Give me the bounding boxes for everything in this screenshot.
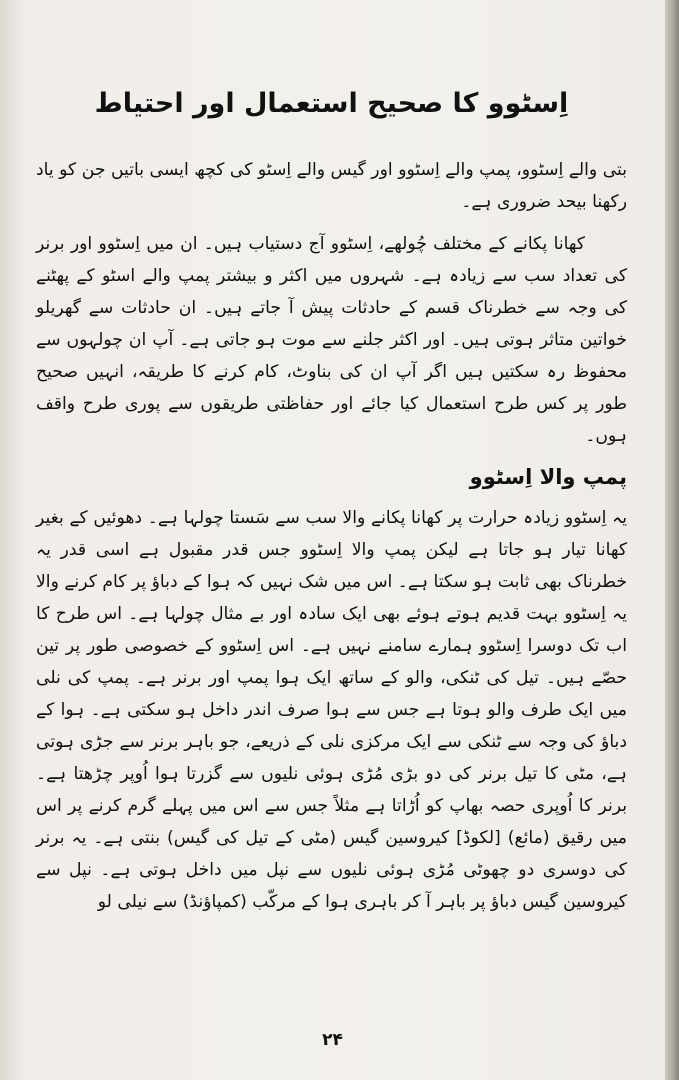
paragraph-stoves-overview: کھانا پکانے کے مختلف چُولھے، اِسٹوو آج دستیاب ہیں۔ ان میں اِسٹوو اور برنر کی تعداد سب سے زیادہ ہے۔ شہروں میں اکثر و بیشتر پمپ والے اسٹو کے پھٹنے کی وجہ سے خطرناک قسم کے حادثات پیش آ جاتے ہیں۔ ان حادثات سے گھریلو خواتین متاثر ہوتی ہیں۔ اور اکثر جلنے سے موت ہو جاتی ہے۔ آپ ان چولہوں سے محفوظ رہ سکتیں ہیں اگر آپ ان کی بناوٹ، کام کرنے کا طریقہ، انہیں صحیح طور پر کس طرح استعمال کیا جائے اور حفاظتی طریقوں سے پوری طرح واقف ہوں۔ xyxy=(36,234,627,446)
page-binding-edge xyxy=(665,0,679,1080)
page-title: اِسٹوو کا صحیح استعمال اور احتیاط xyxy=(94,88,569,119)
paragraph-intro: بتی والے اِسٹوو، پمپ والے اِسٹوو اور گیس والے اِسٹو کی کچھ ایسی باتیں جن کو یاد رکھنا بیحد ضروری ہے۔ xyxy=(36,160,627,212)
paragraph-pump-stove: یہ اِسٹوو زیادہ حرارت پر کھانا پکانے والا سب سے سَستا چولہا ہے۔ دھوئیں کے بغیر کھانا تیار ہو جاتا ہے لیکن پمپ والا اِسٹوو جس قدر مقبول ہے اسی قدر یہ خطرناک بھی ثابت ہو سکتا ہے۔ اس میں شک نہیں کہ ہوا کے دباؤ پر کام کرنے والا یہ اِسٹوو بہت قدیم ہوتے ہوئے بھی ایک سادہ اور بے مثال چولہا ہے۔ اس طرح کا اب تک دوسرا اِسٹوو ہمارے سامنے نہیں ہے۔ اس اِسٹوو کے خصوصی طور پر تین حصّے ہیں۔ تیل کی ٹنکی، والو کے ساتھ ایک ہوا پمپ اور برنر ہے۔ پمپ کی نلی میں ایک طرف والو ہوتا ہے جس سے ہوا صرف اندر داخل ہو سکتی ہے۔ ہوا کے دباؤ کی وجہ سے ٹنکی سے ایک مرکزی نلی کے ذریعے، جو باہر برنر سے جڑی ہوتی ہے، مٹی کا تیل برنر کی دو بڑی مُڑی ہوئی نلیوں سے گزرتا ہوا اُوپر چڑھتا ہے۔ برنر کا اُوپری حصہ بھاپ کو اُڑاتا ہے مثلاً جس سے اس میں پہلے گرم کرنے پر اس میں رقیق (مائع) [لکوڈ] کیروسین گیس (مٹی کے تیل کی گیس) بنتی ہے۔ یہ برنر کی دوسری دو چھوٹی مُڑی ہوئی نلیوں سے نپل میں داخل ہوتی ہے۔ نپل سے کیروسین گیس دباؤ پر باہر آ کر باہری ہوا کے مرکّب (کمپاؤنڈ) سے نیلی لو xyxy=(36,508,627,912)
section-heading: پمپ والا اِسٹوو xyxy=(469,465,627,489)
page-number: ۲۴ xyxy=(322,1030,343,1050)
